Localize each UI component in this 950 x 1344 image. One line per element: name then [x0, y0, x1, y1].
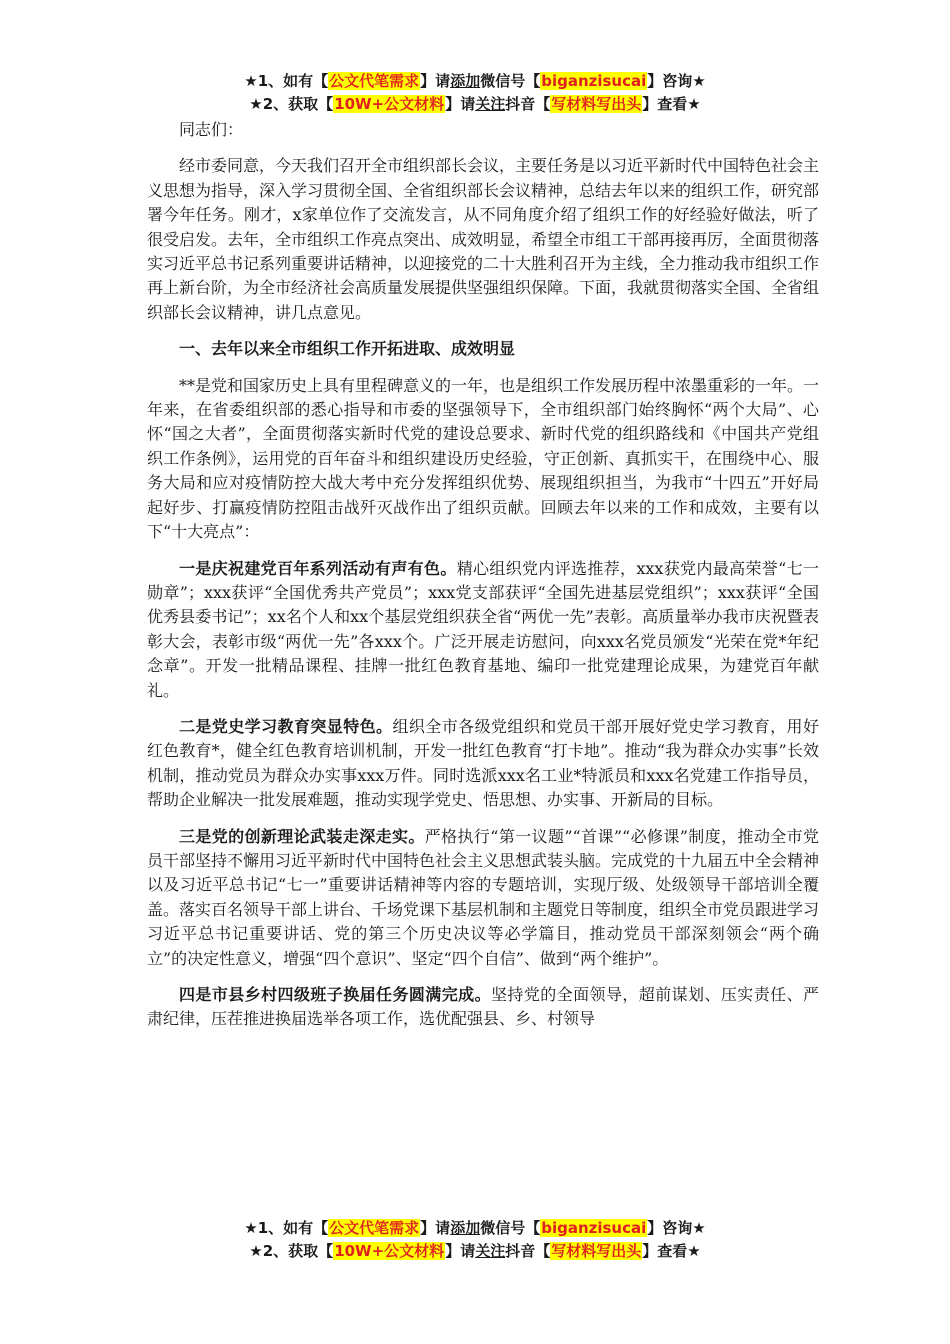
highlight-point-3 — [147, 825, 819, 971]
promo-text: 】查看★ — [642, 95, 701, 113]
promo-highlight: 10W+公文材料 — [334, 95, 445, 113]
promo-underline: 添加 — [450, 72, 481, 90]
promo-text: 】请 — [420, 72, 451, 90]
overview-paragraph: **是党和国家历史上具有里程碑意义的一年，也是组织工作发展历程中浓墨重彩的一年。一年来，在省委组织部的悉心指导和市委的坚强领导下，全市组织部门始终胸怀“两个大局”、心怀“国之大者”，全面贯彻落实新时代党的建设总要求、新时代党的组织路线和《中国共产党组织工作条例》，运用党的百年奋斗和组织建设历史经验，守正创新、真抓实干，在围绕中心、服务大局和应对疫情防控大战大考中充分发挥组织优势、展现组织担当，为我市“十四五”开好局起好步、打赢疫情防控阻击战歼灭战作出了组织贡献。回顾去年以来的工作和成效，主要有以下“十大亮点”： — [147, 375, 820, 542]
point-text: 精心组织党内评选推荐，xxx获党内最高荣誉“七一勋章”；xxx获评“全国优秀共产党员”；xxx党支部获评“全国先进基层党组织”；xxx获评“全国优秀县委书记”；xx名个人和xx个基层党组织获全省“两优一先”表彰。高质量举办我市庆祝暨表彰大会，表彰市级“两优一先”各xxx个。广泛开展走访慰问，向xxx名党员颁发“光荣在党*年纪念章”。开发一批精品课程、挂牌一批红色教育基地、编印一批党建理论成果，为建党百年献礼。 — [147, 558, 819, 700]
promo-highlight: 公文代笔需求 — [329, 1219, 420, 1237]
promo-highlight: biganzisucai — [541, 1219, 647, 1237]
promo-line-1 — [0, 70, 950, 93]
promo-line-2 — [0, 93, 950, 116]
highlight-point-1 — [147, 557, 819, 703]
promo-highlight: 写材料写出头 — [551, 95, 642, 113]
section-heading: 一、去年以来全市组织工作开拓进取、成效明显 — [179, 339, 516, 359]
promo-text: 】咨询★ — [647, 72, 706, 90]
promo-text: 抖音【 — [505, 1242, 551, 1260]
highlight-point-4 — [147, 983, 819, 1032]
promo-line-2 — [0, 1240, 950, 1263]
promo-highlight: 10W+公文材料 — [334, 1242, 445, 1260]
promo-text: ★1、如有【 — [244, 1219, 329, 1237]
point-lead: 四是市县乡村四级班子换届任务圆满完成。 — [179, 985, 491, 1004]
intro-paragraph: 经市委同意，今天我们召开全市组织部长会议，主要任务是以习近平新时代中国特色社会主义思想为指导，深入学习贯彻全国、全省组织部长会议精神，总结去年以来的组织工作，研究部署今年任务。刚才，x家单位作了交流发言，从不同角度介绍了组织工作的好经验好做法，听了很受启发。去年，全市组织工作亮点突出、成效明显，希望全市组工干部再接再厉，全面贯彻落实习近平总书记系列重要讲话精神，以迎接党的二十大胜利召开为主线，全力推动我市组织工作再上新台阶，为全市经济社会高质量发展提供坚强组织保障。下面，我就贯彻落实全国、全省组织部长会议精神，讲几点意见。 — [147, 156, 820, 322]
point-lead: 三是党的创新理论武装走深走实。 — [179, 826, 425, 846]
promo-text: 】请 — [420, 1219, 451, 1237]
promo-banner-top — [0, 70, 950, 116]
promo-highlight: 写材料写出头 — [551, 1242, 642, 1260]
promo-underline: 添加 — [450, 1219, 481, 1237]
point-lead: 二是党史学习教育突显特色。 — [179, 716, 393, 736]
promo-highlight: 公文代笔需求 — [329, 72, 420, 90]
promo-banner-bottom — [0, 1217, 950, 1263]
promo-text: 】请 — [445, 95, 476, 113]
document-body — [147, 118, 819, 1044]
promo-text: 微信号【 — [480, 1219, 541, 1237]
promo-text: ★2、获取【 — [249, 1242, 334, 1260]
point-text: 组织全市各级党组织和党员干部开展好党史学习教育，用好红色教育*，健全红色教育培训机制，开发一批红色教育“打卡地”。推动“我为群众办实事”长效机制，推动党员为群众办实事xxx万件。同时选派xxx名工业*特派员和xxx名党建工作指导员，帮助企业解决一批发展难题，推动实现学党史、悟思想、办实事、开新局的目标。 — [147, 716, 819, 810]
promo-line-1 — [0, 1217, 950, 1240]
promo-text: ★2、获取【 — [249, 95, 334, 113]
promo-text: ★1、如有【 — [244, 72, 329, 90]
highlight-point-2 — [147, 715, 819, 813]
promo-text: 】咨询★ — [647, 1219, 706, 1237]
promo-underline: 关注 — [475, 1242, 506, 1260]
promo-underline: 关注 — [475, 95, 506, 113]
point-text: 严格执行“第一议题”“首课”“必修课”制度，推动全市党员干部坚持不懈用习近平新时代中国特色社会主义思想武装头脑。完成党的十九届五中全会精神以及习近平总书记“七一”重要讲话精神等内容的专题培训，实现厅级、处级领导干部培训全覆盖。落实百名领导干部上讲台、千场党课下基层机制和主题党日等制度，组织全市党员跟进学习习近平总书记重要讲话、党的第三个历史决议等必学篇目，推动党员干部深刻领会“两个确立”的决定性意义，增强“四个意识”、坚定“四个自信”、做到“两个维护”。 — [147, 826, 820, 968]
promo-text: 抖音【 — [505, 95, 551, 113]
promo-text: 微信号【 — [480, 72, 541, 90]
point-lead: 一是庆祝建党百年系列活动有声有色。 — [179, 558, 457, 578]
promo-highlight: biganzisucai — [541, 72, 647, 90]
point-text: 坚持党的全面领导，超前谋划、压实责任、严肃纪律，压茬推进换届选举各项工作，选优配强县、乡、村领导 — [147, 985, 819, 1029]
promo-text: 】查看★ — [642, 1242, 701, 1260]
salutation: 同志们： — [179, 120, 244, 139]
promo-text: 】请 — [445, 1242, 476, 1260]
